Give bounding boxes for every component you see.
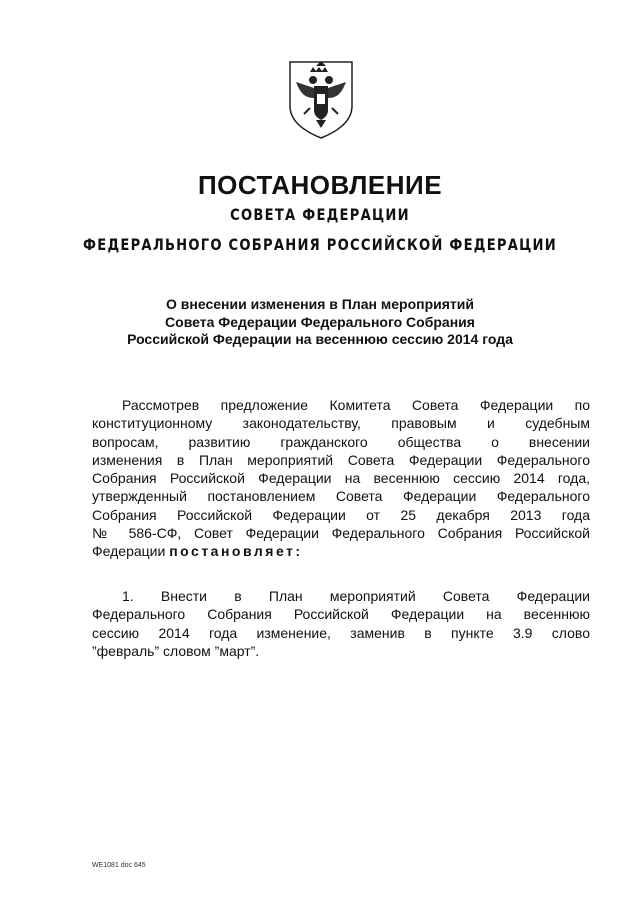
paragraph-line: Федерации xyxy=(92,543,166,560)
paragraph-line: Федерального Собрания Российской Федерации на весеннюю xyxy=(92,606,590,623)
subject-line: О внесении изменения в План мероприятий xyxy=(166,296,474,312)
coat-of-arms-icon xyxy=(286,58,356,140)
resolution-item xyxy=(92,587,590,660)
paragraph-line: Собрания Российской Федерации от 25 декабря 2013 года xyxy=(92,506,590,523)
file-reference: WE1081 doc 645 xyxy=(92,862,146,869)
paragraph-line-final xyxy=(92,542,590,560)
preamble-paragraph xyxy=(92,396,590,561)
paragraph-line: утвержденный постановлением Совета Федерации Федерального xyxy=(92,488,590,505)
resolves-word: постановляет: xyxy=(169,543,303,560)
paragraph-line: конституционному законодательству, правовым и судебным xyxy=(92,415,590,432)
subject-line: Российской Федерации на весеннюю сессию 2014 года xyxy=(127,331,513,347)
organization-line-2: ФЕДЕРАЛЬНОГО СОБРАНИЯ РОССИЙСКОЙ ФЕДЕРАЦИИ xyxy=(83,235,557,254)
paragraph-line: ”февраль” словом ”март”. xyxy=(92,642,260,659)
paragraph-line: № 586-СФ, Совет Федерации Федерального Собрания Российской xyxy=(92,525,590,542)
organization-line-1: СОВЕТА ФЕДЕРАЦИИ xyxy=(230,205,410,224)
paragraph-line: Собрания Российской Федерации на весеннюю сессию 2014 года, xyxy=(92,470,590,487)
document-title: ПОСТАНОВЛЕНИЕ xyxy=(197,170,443,200)
paragraph-line: сессию 2014 года изменение, заменив в пункте 3.9 слово xyxy=(92,624,590,641)
paragraph-line: 1. Внести в План мероприятий Совета Федерации xyxy=(122,588,590,604)
paragraph-line: Рассмотрев предложение Комитета Совета Федерации по xyxy=(122,397,590,413)
paragraph-line: изменения в План мероприятий Совета Федерации Федерального xyxy=(92,451,590,468)
subject-line: Совета Федерации Федерального Собрания xyxy=(165,313,475,330)
document-subject xyxy=(0,296,640,349)
paragraph-line: вопросам, развитию гражданского общества о внесении xyxy=(92,433,590,450)
